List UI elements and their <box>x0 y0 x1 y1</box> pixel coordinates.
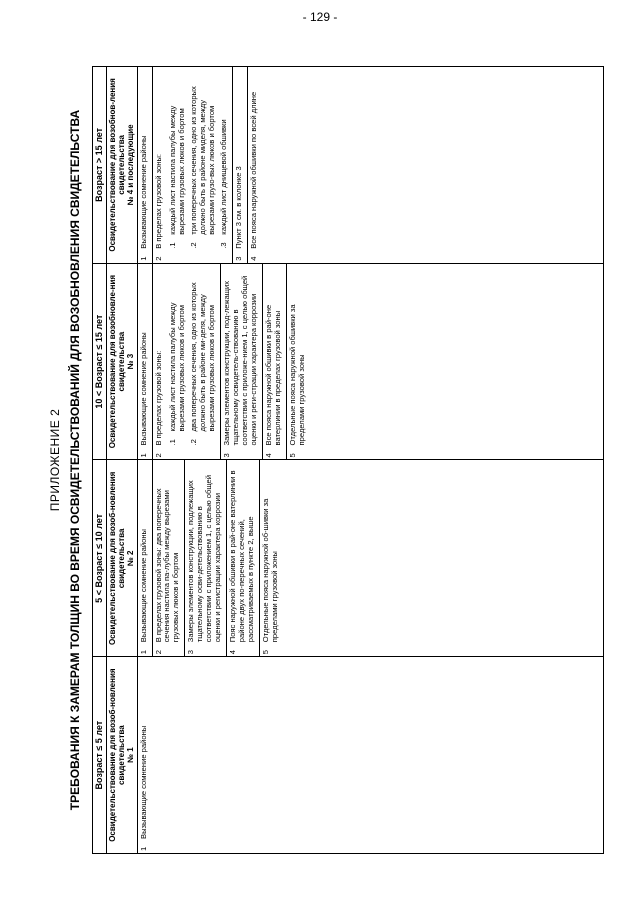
sub-item <box>190 266 217 446</box>
age-header-row <box>93 67 107 854</box>
item-text: Все пояса наружной обшивки в рай-оне ватерлинии в пределах грузовой зоны <box>264 304 282 446</box>
survey-header <box>107 657 138 854</box>
item-number: 2 <box>153 650 163 655</box>
column-3-cell <box>137 263 603 460</box>
item-text: Замеры элементов конструкции, подлежащих тщательному осви-детельствованию в соответствии с приложением 1, с целью общей оценки и регистрации характера коррозии <box>186 474 223 643</box>
list-item <box>153 67 234 263</box>
item-text: Пояс наружной обшивки в рай-оне ватерлинии в районе двух по-перечных сечений, рассматриваемых в пункте 2, выше <box>228 470 256 643</box>
sub-item-text: каждый лист днищевой обшивки <box>219 119 229 235</box>
list-item <box>153 264 222 460</box>
survey-header <box>107 263 138 460</box>
sub-item-number: .1 <box>168 242 178 249</box>
item-number: 4 <box>264 453 274 458</box>
sub-item-text: два поперечных сечения, одно из которых должно быть в районе ми-деля, между вырезами грузовых люков и бортом <box>189 282 217 432</box>
item-text: Все пояса наружной обшивки по всей длине <box>249 91 259 249</box>
item-number: 2 <box>153 256 163 261</box>
age-header: Возраст ≤ 5 лет <box>93 657 107 854</box>
list-item <box>138 461 153 657</box>
document-title: ТРЕБОВАНИЯ К ЗАМЕРАМ ТОЛЩИН ВО ВРЕМЯ ОСВИДЕТЕЛЬСТВОВАНИЙ ДЛЯ ВОЗОБНОВЛЕНИЯ СВИДЕТЕЛЬСТВА <box>68 109 82 811</box>
rotated-sheet <box>48 60 608 860</box>
list-item <box>260 461 283 657</box>
sub-item-number: .1 <box>168 439 178 446</box>
item-text: В пределах грузовой зоны: <box>153 153 163 249</box>
sub-item-text: каждый лист настила палубы между вырезами грузовых люков и бортом <box>168 105 187 235</box>
survey-label: Освидетельствование для возобнов-ления свидетельства <box>108 78 127 252</box>
column-4-cell <box>137 67 603 264</box>
requirements-table <box>92 66 604 854</box>
list-item <box>185 461 227 657</box>
list-item <box>263 264 287 460</box>
item-number: 1 <box>138 650 148 655</box>
sub-item <box>220 69 229 249</box>
survey-number: № 2 <box>126 550 136 567</box>
list-item <box>153 461 186 657</box>
list-item <box>287 264 310 460</box>
sub-item-text: каждый лист настила палубы между вырезами грузовых люков и бортом <box>168 302 187 432</box>
item-number: 3 <box>222 453 232 458</box>
list-item <box>138 657 152 853</box>
sub-item-number: .3 <box>219 242 229 249</box>
list-item <box>138 264 153 460</box>
survey-label: Освидетельствование для возоб-новления свидетельства <box>108 471 127 646</box>
appendix-label: ПРИЛОЖЕНИЕ 2 <box>48 408 62 512</box>
column-1-cell <box>137 657 603 854</box>
list-item <box>248 67 262 263</box>
sub-item <box>169 69 187 249</box>
requirements-row <box>137 67 603 854</box>
age-header: Возраст > 15 лет <box>93 67 107 264</box>
item-number: 3 <box>234 256 244 261</box>
item-text: Вызывающие сомнение районы <box>138 529 148 643</box>
item-text: В пределах грузовой зоны: <box>153 350 163 446</box>
list-item <box>221 264 263 460</box>
item-text: Замеры элементов конструкции, под-лежащих тщательному освидетель-ствованию в соответствии с приложе-нием 1, с целью общей оценки и реги-страции характера коррозии <box>222 275 259 446</box>
survey-header <box>107 67 138 264</box>
survey-header <box>107 460 138 657</box>
list-item <box>227 461 260 657</box>
item-number: 1 <box>138 453 148 458</box>
item-number: 4 <box>228 650 238 655</box>
column-2-cell <box>137 460 603 657</box>
sub-item-number: .2 <box>189 439 199 446</box>
item-text: Вызывающие сомнение районы <box>138 725 148 839</box>
item-text: Отдельные пояса наружной об-шивки за пределами грузовой зоны <box>261 498 279 643</box>
item-number: 5 <box>287 453 297 458</box>
item-number: 2 <box>153 453 163 458</box>
item-text: Вызывающие сомнение районы <box>138 332 148 446</box>
item-number: 3 <box>186 650 196 655</box>
survey-number: № 1 <box>126 747 136 763</box>
survey-header-row <box>107 67 138 854</box>
list-item <box>138 67 153 263</box>
survey-label: Освидетельствование для возоб-новления свидетельства <box>108 668 127 842</box>
sub-item <box>190 69 217 249</box>
item-number: 1 <box>138 256 148 261</box>
survey-number: № 4 и последующие <box>126 124 136 206</box>
item-text: Отдельные пояса наружной обшивки за пределами грузовой зоны <box>287 304 306 446</box>
item-text: В пределах грузовой зоны: два поперечных сечения настила па-лубы между вырезами грузовых люков и бортом <box>153 488 181 643</box>
item-number: 5 <box>261 650 271 655</box>
item-number: 4 <box>249 256 259 261</box>
item-number: 1 <box>138 846 148 851</box>
page-number: - 129 - <box>302 10 338 24</box>
sub-item <box>169 266 187 446</box>
item-text: Пункт 3 см. в колонке 3 <box>234 166 244 249</box>
survey-label: Освидетельствование для возобновле-ния свидетельства <box>108 274 127 449</box>
survey-number: № 3 <box>126 353 136 370</box>
sub-item-number: .2 <box>189 242 199 249</box>
age-header: 10 < Возраст ≤ 15 лет <box>93 263 107 460</box>
age-header: 5 < Возраст ≤ 10 лет <box>93 460 107 657</box>
list-item <box>233 67 248 263</box>
item-text: Вызывающие сомнение районы <box>138 135 148 249</box>
sub-item-text: три поперечных сечения, одно из которых должно быть в районе миделя, между вырезами грузо-вых люков и бортом <box>189 86 217 235</box>
